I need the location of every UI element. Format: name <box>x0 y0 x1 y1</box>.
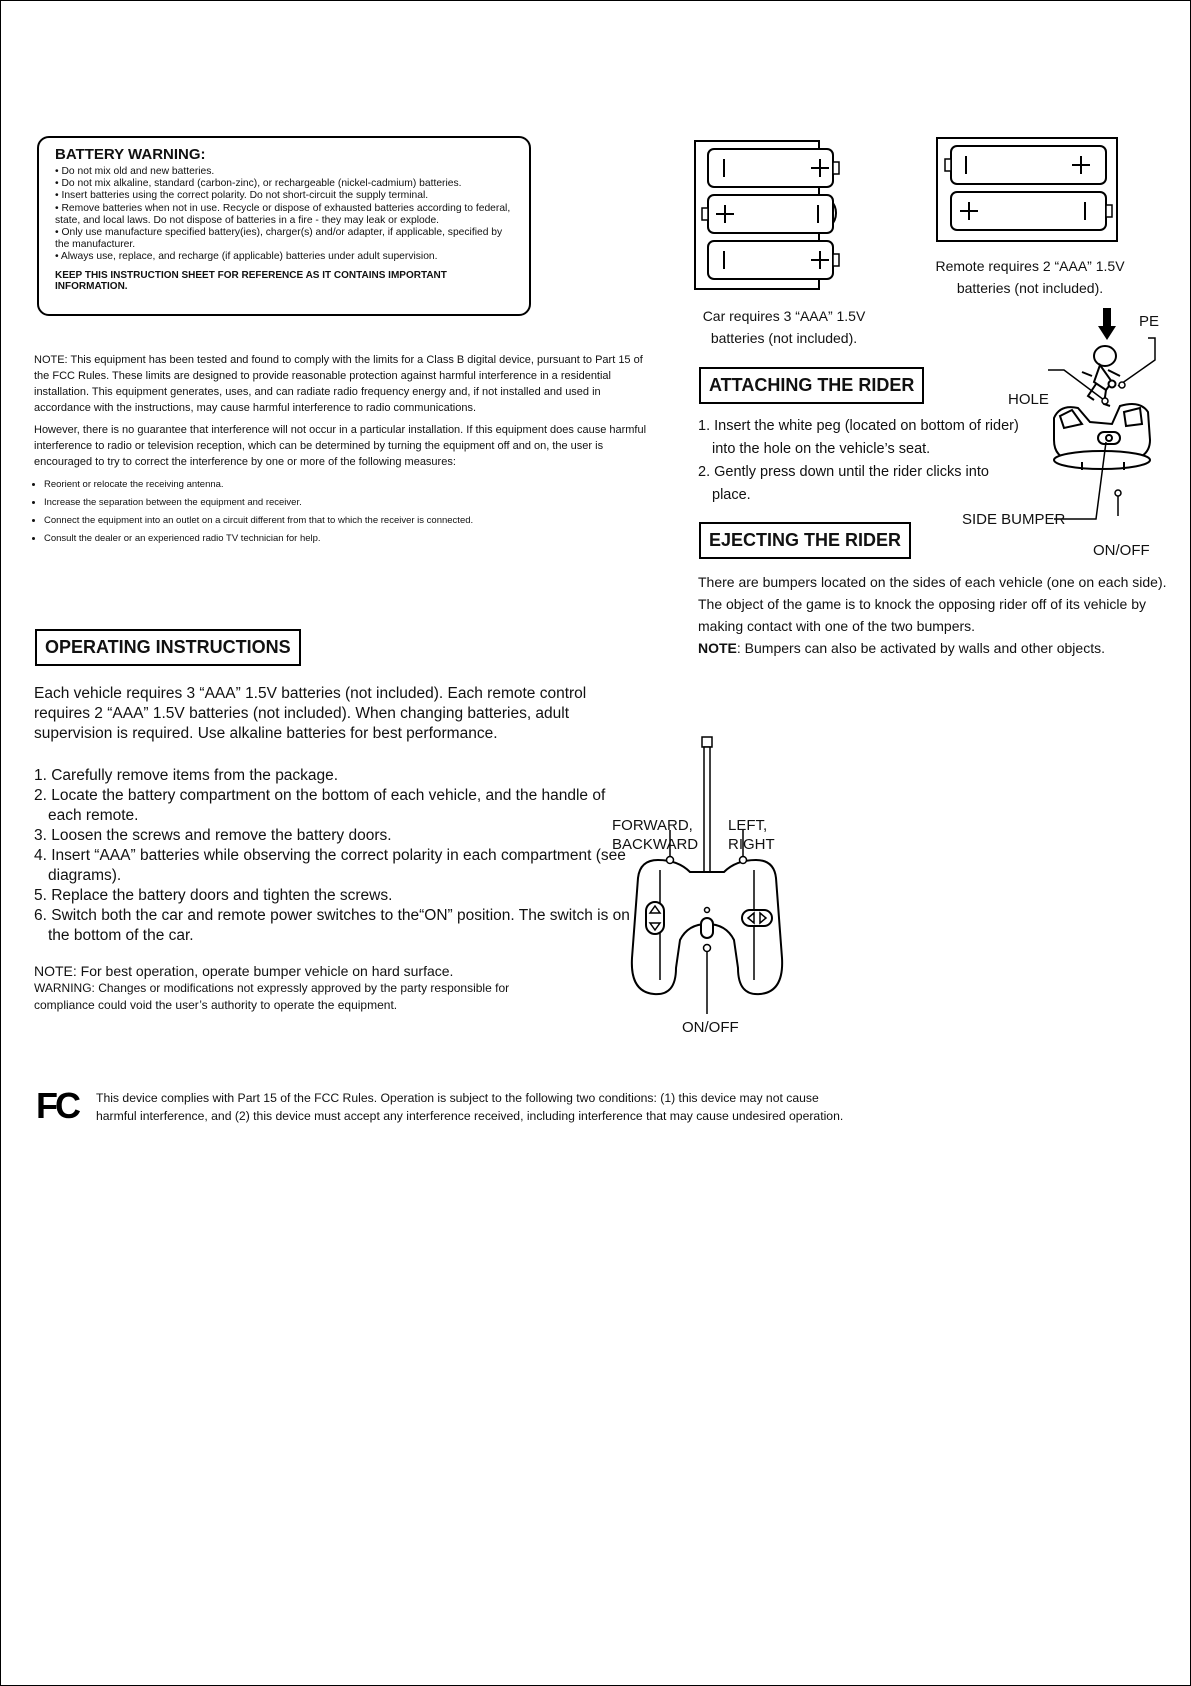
operating-intro: Each vehicle requires 3 “AAA” 1.5V batteries (not included). Each remote control requires 2 “AAA” 1.5V batteries (not included). When changing batteries, adult supervision is required. Use alkaline batteries for best performance. <box>34 685 587 742</box>
car-battery-caption: Car requires 3 “AAA” 1.5V batteries (not included). <box>702 308 866 346</box>
remote-control-diagram <box>630 730 780 1030</box>
list-item: • Increase the separation between the equipment and receiver. <box>44 494 654 512</box>
list-item: • Reorient or relocate the receiving antenna. <box>44 476 654 494</box>
fcc-note-paragraph-2: However, there is no guarantee that interference will not occur in a particular installation. If this equipment does cause harmful interference to radio or television reception, which can be determined by turning the equipment off and on, the user is encouraged to try to correct the interference by one or more of the following measures: <box>34 424 647 468</box>
remote-battery-caption: Remote requires 2 “AAA” 1.5V batteries (not included). <box>935 258 1125 296</box>
list-item: 2. Locate the battery compartment on the bottom of each vehicle, and the handle of each remote. <box>34 787 606 824</box>
battery-cell <box>945 146 1106 184</box>
list-item: 6. Switch both the car and remote power switches to the“ON” position. The switch is on the bottom of the car. <box>34 907 630 944</box>
hard-surface-note: NOTE: For best operation, operate bumper vehicle on hard surface. <box>34 963 454 979</box>
operating-instructions-heading: OPERATING INSTRUCTIONS <box>35 629 301 666</box>
fcc-note <box>34 352 654 548</box>
list-item: 1. Carefully remove items from the package. <box>34 767 339 784</box>
battery-cell <box>951 192 1112 230</box>
car-battery-diagram <box>694 140 894 290</box>
remote-battery-diagram <box>936 137 1116 242</box>
list-item: • Do not mix old and new batteries. <box>55 166 215 177</box>
modification-warning: WARNING: Changes or modifications not expressly approved by the party responsible for compliance could void the user’s authority to operate the equipment. <box>34 981 510 1012</box>
list-item: • Insert batteries using the correct polarity. Do not short-circuit the supply terminal. <box>55 190 429 202</box>
bumper-car <box>1054 404 1150 470</box>
bumper-note: NOTE: Bumpers can also be activated by walls and other objects. <box>698 640 1105 656</box>
battery-warning-list <box>55 166 513 264</box>
side-bumper-label: SIDE BUMPER <box>962 511 1066 528</box>
left-right-label: LEFT, RIGHT <box>728 817 775 853</box>
list-item: 5. Replace the battery doors and tighten the screws. <box>34 887 393 904</box>
list-item: • Always use, replace, and recharge (if applicable) batteries under adult supervision. <box>55 251 438 263</box>
list-item: • Only use manufacture specified battery(ies), charger(s) and/or adapter, if applicable, specified by the manufacturer. <box>55 227 503 251</box>
hole-label: HOLE <box>1008 391 1049 408</box>
list-item: 4. Insert “AAA” batteries while observing the correct polarity in each compartment (see diagrams). <box>34 847 626 884</box>
battery-cell <box>708 149 839 187</box>
attaching-rider-heading: ATTACHING THE RIDER <box>699 367 924 404</box>
battery-warning-title: BATTERY WARNING: <box>55 146 206 163</box>
ejecting-rider-heading: EJECTING THE RIDER <box>699 522 911 559</box>
list-item: • Connect the equipment into an outlet on a circuit different from that to which the receiver is connected. <box>44 512 654 530</box>
fcc-measures-list <box>34 476 654 548</box>
forward-backward-label: FORWARD, BACKWARD <box>612 817 699 853</box>
remote-on-off-label: ON/OFF <box>682 1019 739 1036</box>
list-item: • Remove batteries when not in use. Recycle or dispose of exhausted batteries according to federal, state, and local laws. Do not dispose of batteries in a fire - they may leak or explode. <box>55 202 511 226</box>
fcc-compliance-statement: This device complies with Part 15 of the FCC Rules. Operation is subject to the following two conditions: (1) this device may not cause harmful interference, and (2) this device must accept any interference received, including interference that may cause undesired operation. <box>96 1091 844 1123</box>
peg-label: PE <box>1139 313 1160 330</box>
list-item: 3. Loosen the screws and remove the battery doors. <box>34 827 392 844</box>
operating-instructions <box>34 684 634 946</box>
ejecting-rider-text: There are bumpers located on the sides of each vehicle (one on each side). The object of the game is to knock the opposing rider off of its vehicle by making contact with one of the two bumpers. NOTE: Bumpers can also be activated by walls and other objects. <box>698 571 1168 659</box>
battery-cell <box>708 241 839 279</box>
fcc-logo-text: FC <box>36 1085 78 1126</box>
list-item: • Do not mix alkaline, standard (carbon-zinc), or rechargeable (nickel-cadmium) batteries. <box>55 178 462 190</box>
list-item: 1. Insert the white peg (located on bottom of rider) into the hole on the vehicle’s seat. <box>698 418 1019 457</box>
battery-cell <box>702 195 833 233</box>
keep-instructions-notice: KEEP THIS INSTRUCTION SHEET FOR REFERENCE AS IT CONTAINS IMPORTANT INFORMATION. <box>55 269 447 292</box>
fcc-logo-icon <box>36 1085 82 1126</box>
operating-notes <box>34 962 554 1014</box>
attaching-rider-steps <box>698 415 1028 507</box>
operating-steps <box>34 766 634 946</box>
vehicle-rider-diagram <box>1000 300 1180 520</box>
list-item: • Consult the dealer or an experienced radio TV technician for help. <box>44 530 654 548</box>
fcc-note-paragraph-1: NOTE: This equipment has been tested and found to comply with the limits for a Class B digital device, pursuant to Part 15 of the FCC Rules. These limits are designed to provide reasonable protection against harmful interference in a residential installation. This equipment generates, uses, and can radiate radio frequency energy and, if not installed and used in accordance with the instructions, may cause harmful interference to radio communications. <box>34 354 643 414</box>
vehicle-on-off-label: ON/OFF <box>1093 542 1150 559</box>
list-item: 2. Gently press down until the rider clicks into place. <box>698 464 989 503</box>
battery-warning-box <box>37 136 531 316</box>
press-down-arrow-icon <box>1098 308 1116 340</box>
